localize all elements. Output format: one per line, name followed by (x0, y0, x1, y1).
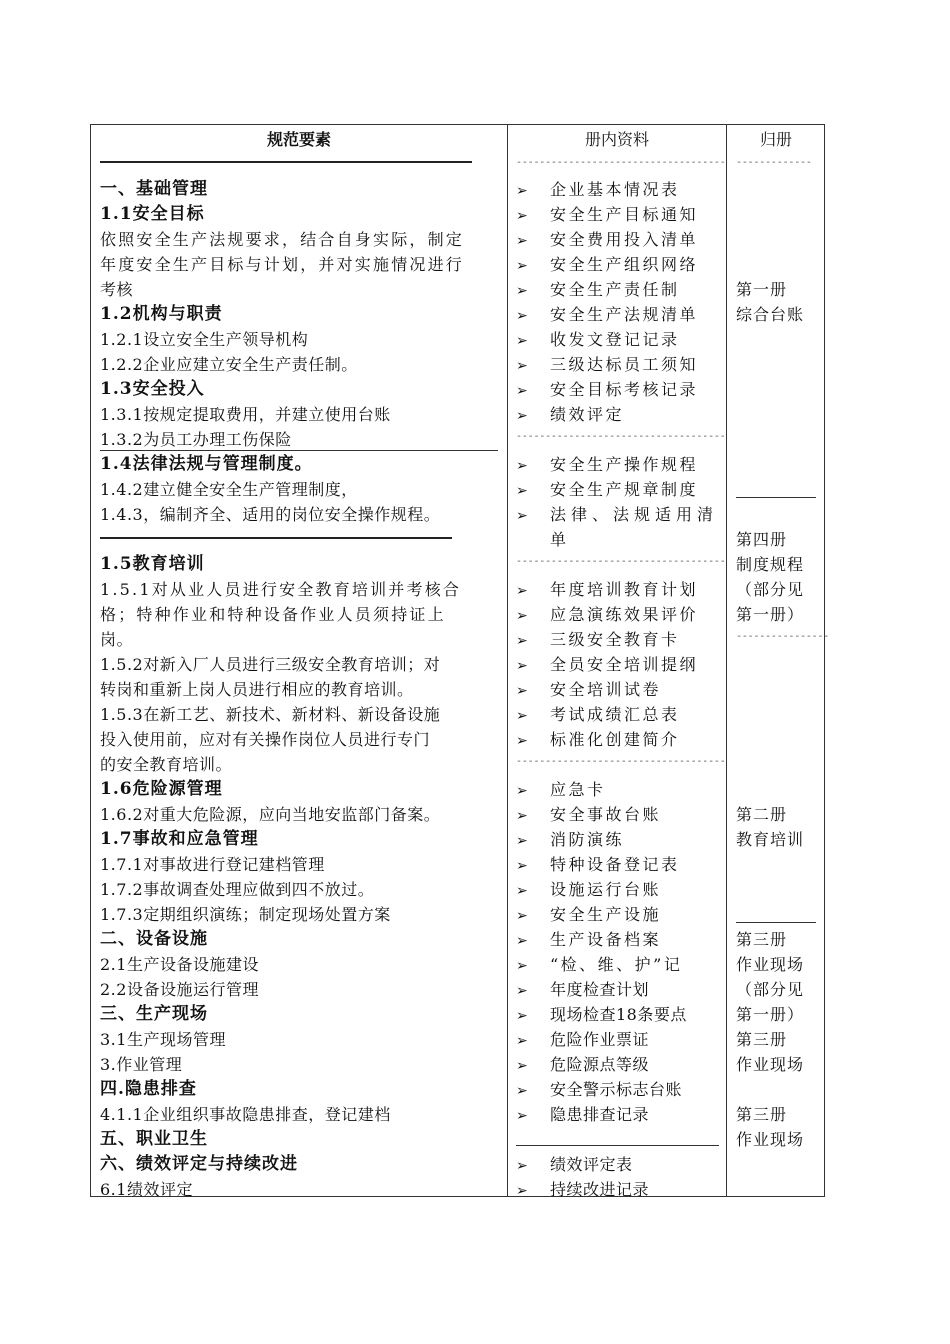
section-divider (736, 497, 816, 498)
material-item-text: 绩效评定表 (550, 1155, 633, 1174)
standard-line-text: 1.4.3，编制齐全、适用的岗位安全操作规程。 (100, 505, 441, 524)
volume-label-text: 第三册 (736, 930, 788, 949)
material-item-text: 危险源点等级 (550, 1055, 650, 1074)
standard-line (100, 427, 292, 452)
material-item (516, 527, 569, 552)
material-item-text: 特种设备登记表 (550, 855, 680, 874)
standard-line (100, 777, 223, 802)
material-item (516, 977, 649, 1004)
standard-line-text: 1.2.1设立安全生产领导机构 (100, 330, 309, 349)
arrow-bullet-icon: ➢ (516, 508, 528, 524)
header-volume: 归册 (759, 130, 792, 149)
material-item-text: 隐患排查记录 (550, 1105, 650, 1124)
standard-line (100, 1027, 226, 1052)
material-item (516, 627, 680, 654)
arrow-bullet-icon: ➢ (516, 608, 528, 624)
volume-label-text: 第三册 (736, 1030, 788, 1049)
material-item (516, 1077, 682, 1104)
standard-line (100, 352, 358, 377)
standard-line-text: 的安全教育培训。 (100, 755, 233, 774)
material-item-text: 安全培训试卷 (550, 680, 662, 699)
material-item (516, 277, 680, 304)
standard-line (100, 652, 440, 677)
standard-line (100, 177, 208, 202)
standard-line (100, 1152, 298, 1177)
volume-label-text: 作业现场 (736, 1130, 805, 1149)
material-item-text: 法律、法规适用清 (550, 505, 719, 524)
volume-label (736, 952, 804, 977)
dashed-divider: ------------------------------------ (516, 556, 726, 567)
standard-line (100, 627, 133, 652)
arrow-bullet-icon: ➢ (516, 358, 528, 374)
standard-line-text: 1.3.1按规定提取费用，并建立使用台账 (100, 405, 391, 424)
material-item (516, 652, 698, 679)
standard-line (100, 827, 259, 852)
material-item-text: 三级安全教育卡 (550, 630, 680, 649)
standard-line (100, 1102, 391, 1127)
header-standard-elements: 规范要素 (266, 130, 331, 149)
material-item (516, 577, 698, 604)
standard-line-text: 1.7.2事故调查处理应做到四不放过。 (100, 880, 375, 899)
standard-line-text: 岗。 (100, 630, 134, 649)
material-item (516, 727, 680, 754)
dashed-divider: ---------------- (736, 631, 830, 642)
volume-label (736, 1127, 804, 1152)
material-item-text: 全员安全培训提纲 (550, 655, 699, 674)
standard-line-text: 格；特种作业和特种设备作业人员须持证上 (100, 605, 446, 624)
volume-label-text: 作业现场 (736, 1055, 805, 1074)
volume-label-text: 第三册 (736, 1105, 788, 1124)
arrow-bullet-icon: ➢ (516, 658, 528, 674)
volume-label (736, 1027, 787, 1052)
standard-line (100, 502, 440, 527)
arrow-bullet-icon: ➢ (516, 908, 528, 924)
arrow-bullet-icon: ➢ (516, 258, 528, 274)
material-item (516, 852, 680, 879)
standard-line-text: 1.2机构与职责 (100, 304, 223, 324)
material-item (516, 952, 682, 979)
standard-line (100, 852, 325, 877)
arrow-bullet-icon: ➢ (516, 333, 528, 349)
volume-label-text: 第一册） (736, 1005, 805, 1024)
material-item-text: 安全目标考核记录 (550, 380, 699, 399)
standard-line (100, 977, 259, 1002)
arrow-bullet-icon: ➢ (516, 1008, 528, 1024)
standard-line (100, 552, 205, 577)
volume-label-text: 制度规程 (736, 555, 805, 574)
standard-line-text: 转岗和重新上岗人员进行相应的教育培训。 (100, 680, 414, 699)
standard-line-text: 1.5.1对从业人员进行安全教育培训并考核合 (100, 580, 462, 599)
standard-line-text: 1.7.3定期组织演练；制定现场处置方案 (100, 905, 391, 924)
volume-label-text: （部分见 (736, 580, 805, 599)
arrow-bullet-icon: ➢ (516, 1158, 528, 1174)
standard-line (100, 952, 259, 977)
material-item-text: 三级达标员工须知 (550, 355, 699, 374)
standard-line-text: 1.7.1对事故进行登记建档管理 (100, 855, 325, 874)
material-item-text: 安全生产规章制度 (550, 480, 699, 499)
standard-line (100, 577, 461, 602)
standard-line (100, 1052, 182, 1077)
material-item (516, 702, 680, 729)
arrow-bullet-icon: ➢ (516, 383, 528, 399)
dashed-divider: ------------------------------------ (516, 431, 726, 442)
material-item (516, 827, 624, 854)
column-volume-materials (508, 125, 726, 1199)
section-divider (100, 537, 452, 539)
standard-line-text: 6.1绩效评定 (100, 1180, 193, 1199)
standard-line-text: 1.3安全投入 (100, 379, 205, 399)
arrow-bullet-icon: ➢ (516, 883, 528, 899)
volume-label (736, 827, 804, 852)
arrow-bullet-icon: ➢ (516, 458, 528, 474)
standard-line-text: 1.2.2企业应建立安全生产责任制。 (100, 355, 358, 374)
standard-line-text: 3.作业管理 (100, 1055, 183, 1074)
volume-label (736, 602, 804, 627)
volume-label-text: 作业现场 (736, 955, 805, 974)
material-item-text: 标准化创建简介 (550, 730, 680, 749)
material-item-text: “检、维、护”记 (550, 955, 683, 974)
arrow-bullet-icon: ➢ (516, 308, 528, 324)
standard-line-text: 1.6危险源管理 (100, 779, 223, 799)
material-item-text: 安全生产操作规程 (550, 455, 699, 474)
standard-line (100, 877, 374, 902)
material-item (516, 927, 661, 954)
material-item-text: 持续改进记录 (550, 1180, 650, 1199)
arrow-bullet-icon: ➢ (516, 283, 528, 299)
volume-label (736, 1102, 787, 1127)
standard-line (100, 927, 208, 952)
material-item (516, 1027, 649, 1054)
material-item (516, 202, 698, 229)
material-item (516, 1002, 687, 1029)
standard-line (100, 327, 308, 352)
material-item-text: 安全生产设施 (550, 905, 662, 924)
standard-line (100, 227, 464, 252)
standard-line-text: 2.2设备设施运行管理 (100, 980, 259, 999)
arrow-bullet-icon: ➢ (516, 1083, 528, 1099)
material-item-text: 安全事故台账 (550, 805, 662, 824)
standard-line (100, 252, 464, 277)
arrow-bullet-icon: ➢ (516, 633, 528, 649)
standard-line-text: 一、基础管理 (100, 179, 208, 199)
volume-label (736, 977, 804, 1002)
volume-label (736, 802, 787, 827)
section-divider (736, 922, 816, 923)
volume-label-text: 第四册 (736, 530, 788, 549)
standard-line (100, 452, 313, 477)
material-item-text: 安全警示标志台账 (550, 1080, 683, 1099)
material-item (516, 1177, 649, 1204)
arrow-bullet-icon: ➢ (516, 233, 528, 249)
material-item (516, 902, 661, 929)
header-volume-materials: 册内资料 (584, 130, 649, 149)
material-item (516, 777, 606, 804)
material-item-text: 现场检查18条要点 (550, 1005, 687, 1024)
standard-line (100, 377, 205, 402)
standard-line (100, 1002, 208, 1027)
material-item-text: 年度培训教育计划 (550, 580, 699, 599)
dashed-divider: ------------- (736, 157, 812, 168)
material-item-text: 企业基本情况表 (550, 180, 680, 199)
standard-line-text: 4.1.1企业组织事故隐患排查，登记建档 (100, 1105, 391, 1124)
material-item (516, 1052, 649, 1079)
material-item-text: 安全费用投入清单 (550, 230, 699, 249)
standard-line-text: 二、设备设施 (100, 929, 208, 949)
standard-line (100, 702, 440, 727)
arrow-bullet-icon: ➢ (516, 858, 528, 874)
volume-label (736, 1002, 804, 1027)
dashed-divider: ------------------------------------ (516, 157, 726, 168)
material-item-text: 考试成绩汇总表 (550, 705, 680, 724)
volume-label-text: 教育培训 (736, 830, 805, 849)
standard-line-text: 1.3.2为员工办理工伤保险 (100, 430, 292, 449)
standard-line-text: 1.4法律法规与管理制度。 (100, 454, 313, 474)
material-item-text: 安全生产法规清单 (550, 305, 699, 324)
standard-line (100, 602, 446, 627)
standard-line-text: 四.隐患排查 (100, 1079, 197, 1099)
material-item (516, 302, 698, 329)
material-item (516, 677, 661, 704)
standard-line (100, 1177, 193, 1202)
material-item-text: 应急卡 (550, 780, 606, 799)
section-divider (516, 1145, 719, 1146)
standard-line (100, 677, 414, 702)
material-item-text: 绩效评定 (550, 405, 625, 424)
volume-label (736, 927, 787, 952)
material-item-text: 设施运行台账 (550, 880, 662, 899)
arrow-bullet-icon: ➢ (516, 783, 528, 799)
standard-line (100, 902, 391, 927)
material-item-text: 生产设备档案 (550, 930, 662, 949)
volume-label-text: （部分见 (736, 980, 805, 999)
standard-line-text: 年度安全生产目标与计划，并对实施情况进行 (100, 255, 465, 274)
arrow-bullet-icon: ➢ (516, 583, 528, 599)
header-underline (100, 161, 472, 163)
arrow-bullet-icon: ➢ (516, 808, 528, 824)
volume-label (736, 1052, 804, 1077)
arrow-bullet-icon: ➢ (516, 1108, 528, 1124)
standard-line-text: 考核 (100, 280, 134, 299)
material-item (516, 502, 718, 529)
standard-line-text: 依照安全生产法规要求，结合自身实际，制定 (100, 230, 465, 249)
material-item-text: 安全生产责任制 (550, 280, 680, 299)
standard-line (100, 277, 133, 302)
standard-line (100, 1127, 208, 1152)
standard-line (100, 1077, 197, 1102)
material-item (516, 802, 661, 829)
standard-line-text: 1.7事故和应急管理 (100, 829, 259, 849)
volume-label (736, 302, 804, 327)
standard-line-text: 1.5.3在新工艺、新技术、新材料、新设备设施 (100, 705, 441, 724)
material-item (516, 1152, 633, 1179)
standard-line (100, 202, 205, 227)
standard-line (100, 302, 223, 327)
arrow-bullet-icon: ➢ (516, 733, 528, 749)
standard-line (100, 402, 391, 427)
arrow-bullet-icon: ➢ (516, 408, 528, 424)
column-standard-elements (91, 125, 507, 1199)
arrow-bullet-icon: ➢ (516, 1183, 528, 1199)
material-item (516, 377, 698, 404)
standard-line-text: 五、职业卫生 (100, 1129, 208, 1149)
material-item (516, 227, 698, 254)
standard-line-text: 3.1生产现场管理 (100, 1030, 226, 1049)
standard-line-text: 1.5.2对新入厂人员进行三级安全教育培训；对 (100, 655, 441, 674)
volume-label-text: 综合台账 (736, 305, 805, 324)
material-item (516, 877, 661, 904)
volume-label (736, 277, 787, 302)
arrow-bullet-icon: ➢ (516, 183, 528, 199)
material-item-text: 安全生产组织网络 (550, 255, 699, 274)
material-item (516, 402, 624, 429)
dashed-divider: ------------------------------------ (516, 756, 726, 767)
arrow-bullet-icon: ➢ (516, 983, 528, 999)
standard-line-text: 六、绩效评定与持续改进 (100, 1154, 298, 1174)
volume-label (736, 577, 804, 602)
material-item-text: 危险作业票证 (550, 1030, 650, 1049)
arrow-bullet-icon: ➢ (516, 1033, 528, 1049)
arrow-bullet-icon: ➢ (516, 933, 528, 949)
volume-label-text: 第一册） (736, 605, 805, 624)
volume-label-text: 第一册 (736, 280, 788, 299)
standard-line (100, 752, 232, 777)
standard-line-text: 1.6.2对重大危险源，应向当地安监部门备案。 (100, 805, 441, 824)
standard-line-text: 1.1安全目标 (100, 204, 205, 224)
arrow-bullet-icon: ➢ (516, 833, 528, 849)
material-item (516, 477, 698, 504)
standard-line (100, 727, 430, 752)
volume-label (736, 527, 787, 552)
material-item (516, 602, 698, 629)
material-item (516, 252, 698, 279)
arrow-bullet-icon: ➢ (516, 483, 528, 499)
standard-line (100, 802, 440, 827)
material-item (516, 452, 698, 479)
material-item-text: 安全生产目标通知 (550, 205, 699, 224)
material-item-text: 应急演练效果评价 (550, 605, 699, 624)
material-item-text: 单 (550, 530, 569, 549)
arrow-bullet-icon: ➢ (516, 208, 528, 224)
column-volume (727, 125, 830, 1196)
material-item (516, 327, 680, 354)
standard-line-text: 2.1生产设备设施建设 (100, 955, 259, 974)
volume-label (736, 552, 804, 577)
arrow-bullet-icon: ➢ (516, 708, 528, 724)
material-item-text: 年度检查计划 (550, 980, 650, 999)
volume-label-text: 第二册 (736, 805, 788, 824)
material-item-text: 收发文登记记录 (550, 330, 680, 349)
arrow-bullet-icon: ➢ (516, 683, 528, 699)
standard-line-text: 1.4.2建立健全安全生产管理制度， (100, 480, 358, 499)
material-item (516, 177, 680, 204)
arrow-bullet-icon: ➢ (516, 1058, 528, 1074)
arrow-bullet-icon: ➢ (516, 958, 528, 974)
standards-table (90, 124, 830, 1199)
material-item-text: 消防演练 (550, 830, 625, 849)
standard-line-text: 1.5教育培训 (100, 554, 205, 574)
material-item (516, 1102, 649, 1129)
standard-line (100, 477, 358, 502)
material-item (516, 352, 698, 379)
standard-line-text: 三、生产现场 (100, 1004, 208, 1024)
standard-line-text: 投入使用前，应对有关操作岗位人员进行专门 (100, 730, 431, 749)
